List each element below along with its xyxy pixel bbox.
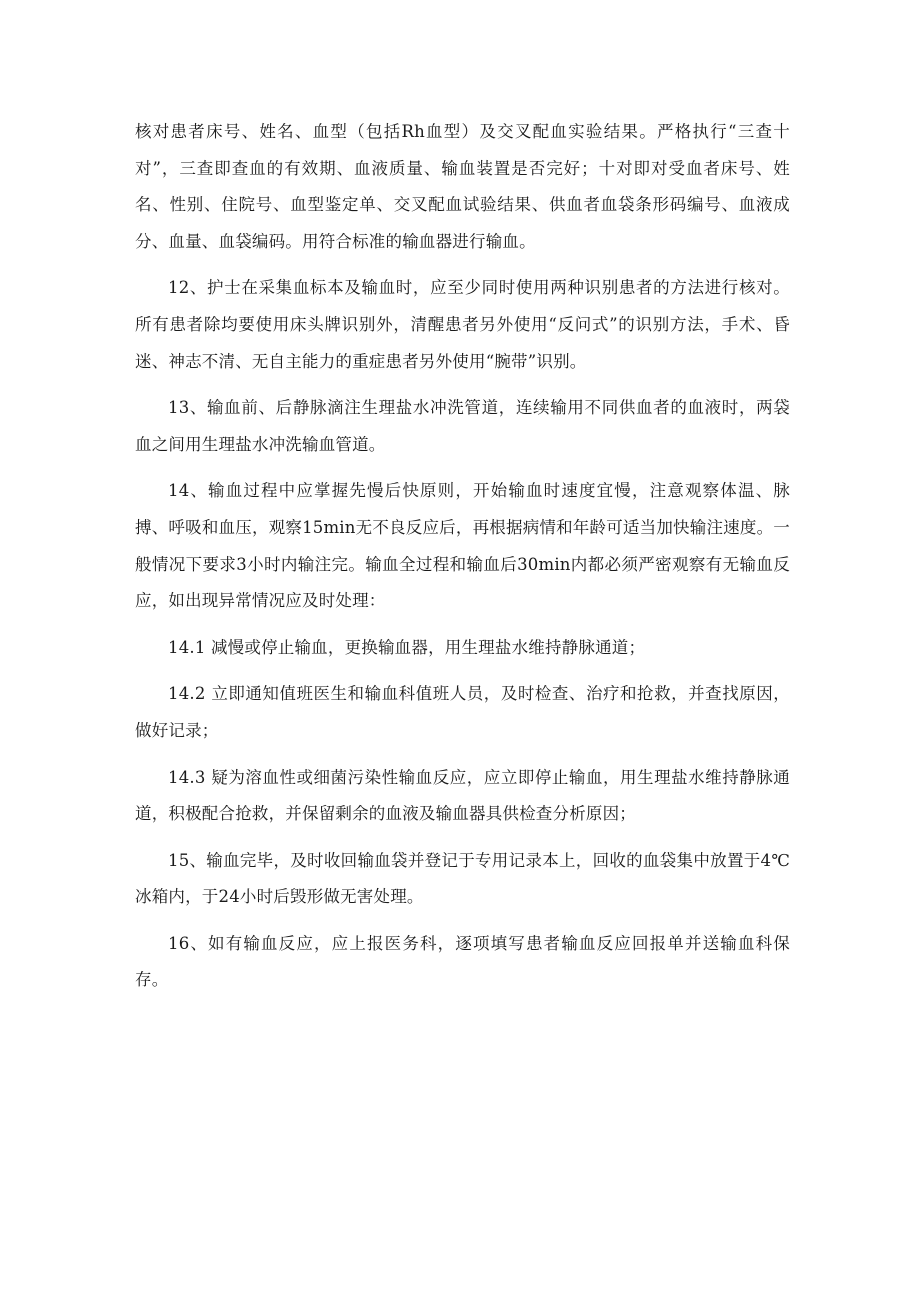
paragraph-item-14-2: 14.2 立即通知值班医生和输血科值班人员，及时检查、治疗和抢救，并查找原因，做好记录； <box>135 684 790 740</box>
paragraph-item-15: 15、输血完毕，及时收回输血袋并登记于专用记录本上，回收的血袋集中放置于4℃冰箱内，于24小时后毁形做无害处理。 <box>135 850 790 907</box>
paragraph-continued: 核对患者床号、姓名、血型（包括Rh血型）及交叉配血实验结果。严格执行“三查十对”，三查即查血的有效期、血液质量、输血装置是否完好；十对即对受血者床号、姓名、性别、住院号、血型鉴定单、交叉配血试验结果、供血者血袋条形码编号、血液成分、血量、血袋编码。用符合标准的输血器进行输血。 <box>135 122 790 251</box>
document-body <box>135 114 790 1009</box>
paragraph-item-16: 16、如有输血反应，应上报医务科，逐项填写患者输血反应回报单并送输血科保存。 <box>135 933 790 990</box>
paragraph-item-12: 12、护士在采集血标本及输血时，应至少同时使用两种识别患者的方法进行核对。所有患者除均要使用床头牌识别外，清醒患者另外使用“反问式”的识别方法，手术、昏迷、神志不清、无自主能力的重症患者另外使用“腕带”识别。 <box>135 278 790 371</box>
paragraph-item-13: 13、输血前、后静脉滴注生理盐水冲洗管道，连续输用不同供血者的血液时，两袋血之间用生理盐水冲洗输血管道。 <box>135 398 790 454</box>
paragraph-item-14-1: 14.1 减慢或停止输血，更换输血器，用生理盐水维持静脉通道； <box>168 637 646 657</box>
paragraph-item-14-3: 14.3 疑为溶血性或细菌污染性输血反应，应立即停止输血，用生理盐水维持静脉通道，积极配合抢救，并保留剩余的血液及输血器具供检查分析原因； <box>135 767 790 824</box>
paragraph-item-14: 14、输血过程中应掌握先慢后快原则，开始输血时速度宜慢，注意观察体温、脉搏、呼吸和血压，观察15min无不良反应后，再根据病情和年龄可适当加快输注速度。一般情况下要求3小时内输注完。输血全过程和输血后30min内都必须严密观察有无输血反应，如出现异常情况应及时处理： <box>135 481 790 611</box>
